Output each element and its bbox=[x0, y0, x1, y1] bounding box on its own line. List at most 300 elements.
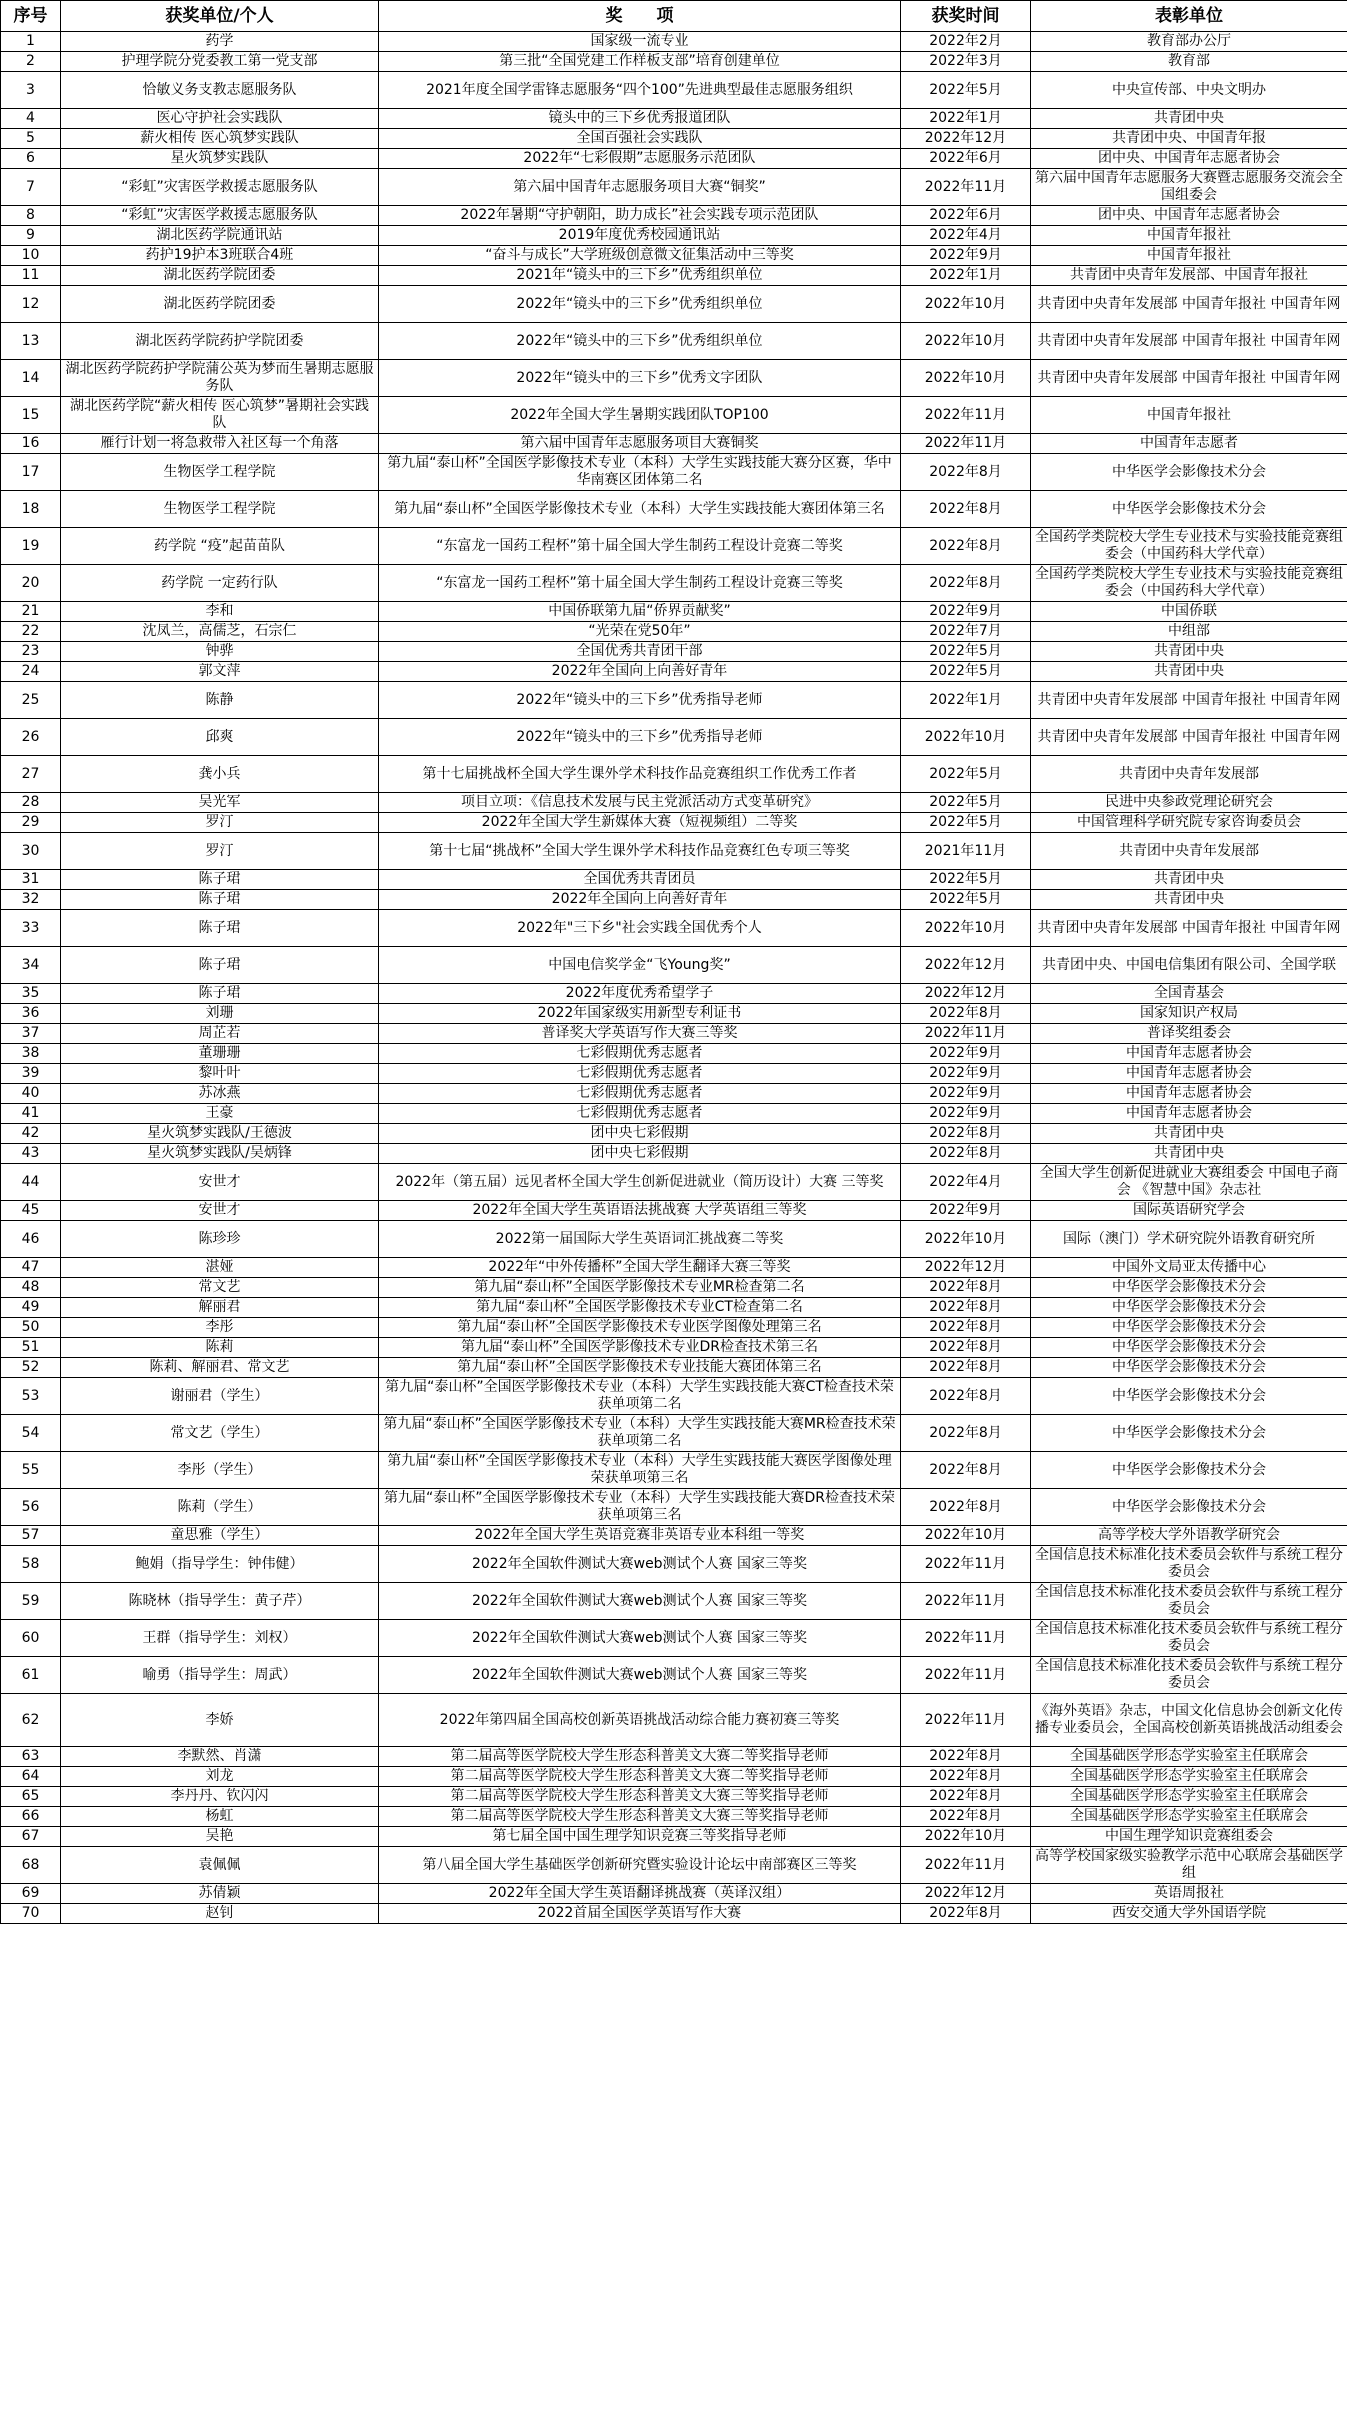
cell-winner: 湖北医药学院团委 bbox=[61, 266, 379, 286]
table-row bbox=[1, 109, 1347, 129]
cell-no: 17 bbox=[1, 454, 61, 491]
cell-winner: 王群（指导学生：刘权） bbox=[61, 1620, 379, 1657]
cell-winner: 湖北医药学院药护学院团委 bbox=[61, 323, 379, 360]
cell-org: 《海外英语》杂志，中国文化信息协会创新文化传播专业委员会，全国高校创新英语挑战活动组委会 bbox=[1031, 1694, 1347, 1747]
cell-time: 2022年11月 bbox=[901, 1847, 1031, 1884]
cell-time: 2022年5月 bbox=[901, 72, 1031, 109]
cell-winner: 陈子珺 bbox=[61, 910, 379, 947]
table-row bbox=[1, 1378, 1347, 1415]
cell-org: 共青团中央 bbox=[1031, 642, 1347, 662]
cell-org: 共青团中央、中国电信集团有限公司、全国学联 bbox=[1031, 947, 1347, 984]
cell-award: 团中央七彩假期 bbox=[379, 1144, 901, 1164]
table-row bbox=[1, 1318, 1347, 1338]
cell-time: 2022年8月 bbox=[901, 491, 1031, 528]
cell-time: 2022年11月 bbox=[901, 397, 1031, 434]
cell-award: 团中央七彩假期 bbox=[379, 1124, 901, 1144]
cell-award: 2022年度优秀希望学子 bbox=[379, 984, 901, 1004]
cell-winner: 袁佩佩 bbox=[61, 1847, 379, 1884]
cell-winner: 星火筑梦实践队/王德波 bbox=[61, 1124, 379, 1144]
cell-no: 49 bbox=[1, 1298, 61, 1318]
cell-winner: 解丽君 bbox=[61, 1298, 379, 1318]
table-row bbox=[1, 1807, 1347, 1827]
cell-time: 2022年8月 bbox=[901, 1298, 1031, 1318]
cell-no: 30 bbox=[1, 833, 61, 870]
cell-org: 中国青年报社 bbox=[1031, 397, 1347, 434]
cell-no: 67 bbox=[1, 1827, 61, 1847]
cell-time: 2022年3月 bbox=[901, 52, 1031, 72]
cell-time: 2022年9月 bbox=[901, 1104, 1031, 1124]
cell-time: 2022年10月 bbox=[901, 323, 1031, 360]
cell-org: 全国青基会 bbox=[1031, 984, 1347, 1004]
cell-winner: 钟骅 bbox=[61, 642, 379, 662]
cell-winner: 刘珊 bbox=[61, 1004, 379, 1024]
cell-winner: 湖北医药学院“薪火相传 医心筑梦”暑期社会实践队 bbox=[61, 397, 379, 434]
cell-award: 第二届高等医学院校大学生形态科普美文大赛三等奖指导老师 bbox=[379, 1807, 901, 1827]
cell-winner: 安世才 bbox=[61, 1164, 379, 1201]
cell-org: 共青团中央青年发展部 中国青年报社 中国青年网 bbox=[1031, 719, 1347, 756]
table-row bbox=[1, 206, 1347, 226]
cell-org: 全国药学类院校大学生专业技术与实验技能竞赛组委会（中国药科大学代章） bbox=[1031, 565, 1347, 602]
cell-org: 共青团中央 bbox=[1031, 109, 1347, 129]
table-row bbox=[1, 910, 1347, 947]
table-row bbox=[1, 1258, 1347, 1278]
cell-org: 全国基础医学形态学实验室主任联席会 bbox=[1031, 1807, 1347, 1827]
cell-time: 2022年9月 bbox=[901, 1064, 1031, 1084]
cell-winner: 陈晓林（指导学生：黄子芹） bbox=[61, 1583, 379, 1620]
cell-time: 2022年10月 bbox=[901, 286, 1031, 323]
cell-award: 2022年全国软件测试大赛web测试个人赛 国家三等奖 bbox=[379, 1546, 901, 1583]
cell-org: 共青团中央青年发展部 中国青年报社 中国青年网 bbox=[1031, 323, 1347, 360]
cell-no: 34 bbox=[1, 947, 61, 984]
cell-no: 20 bbox=[1, 565, 61, 602]
cell-org: 英语周报社 bbox=[1031, 1884, 1347, 1904]
table-row bbox=[1, 1489, 1347, 1526]
cell-no: 1 bbox=[1, 32, 61, 52]
cell-winner: 陈莉 bbox=[61, 1338, 379, 1358]
cell-award: “光荣在党50年” bbox=[379, 622, 901, 642]
cell-org: 共青团中央 bbox=[1031, 870, 1347, 890]
cell-time: 2022年8月 bbox=[901, 528, 1031, 565]
cell-award: 2022年全国向上向善好青年 bbox=[379, 662, 901, 682]
table-row bbox=[1, 1338, 1347, 1358]
cell-no: 45 bbox=[1, 1201, 61, 1221]
cell-winner: 杨虹 bbox=[61, 1807, 379, 1827]
cell-winner: 鲍娟（指导学生：钟伟健） bbox=[61, 1546, 379, 1583]
cell-org: 第六届中国青年志愿服务大赛暨志愿服务交流会全国组委会 bbox=[1031, 169, 1347, 206]
table-row bbox=[1, 984, 1347, 1004]
cell-winner: 喻勇（指导学生：周武） bbox=[61, 1657, 379, 1694]
cell-winner: 陈子珺 bbox=[61, 870, 379, 890]
cell-org: 共青团中央青年发展部 中国青年报社 中国青年网 bbox=[1031, 360, 1347, 397]
cell-award: 第九届“泰山杯”全国医学影像技术专业（本科）大学生实践技能大赛CT检查技术荣获单项第二名 bbox=[379, 1378, 901, 1415]
cell-no: 2 bbox=[1, 52, 61, 72]
cell-no: 59 bbox=[1, 1583, 61, 1620]
table-row bbox=[1, 793, 1347, 813]
table-row bbox=[1, 1694, 1347, 1747]
cell-winner: 陈子珺 bbox=[61, 984, 379, 1004]
cell-time: 2022年8月 bbox=[901, 1358, 1031, 1378]
cell-award: 第七届全国中国生理学知识竞赛三等奖指导老师 bbox=[379, 1827, 901, 1847]
cell-no: 27 bbox=[1, 756, 61, 793]
cell-winner: 罗汀 bbox=[61, 833, 379, 870]
cell-no: 56 bbox=[1, 1489, 61, 1526]
table-row bbox=[1, 1124, 1347, 1144]
cell-no: 50 bbox=[1, 1318, 61, 1338]
cell-org: 共青团中央青年发展部 中国青年报社 中国青年网 bbox=[1031, 682, 1347, 719]
cell-org: 中华医学会影像技术分会 bbox=[1031, 1318, 1347, 1338]
cell-winner: 湛娅 bbox=[61, 1258, 379, 1278]
cell-time: 2022年12月 bbox=[901, 947, 1031, 984]
cell-time: 2022年12月 bbox=[901, 1258, 1031, 1278]
cell-award: 2022年全国大学生新媒体大赛（短视频组）二等奖 bbox=[379, 813, 901, 833]
table-row bbox=[1, 1452, 1347, 1489]
cell-award: 第九届“泰山杯”全国医学影像技术专业（本科）大学生实践技能大赛分区赛，华中华南赛区团体第二名 bbox=[379, 454, 901, 491]
cell-award: 全国优秀共青团干部 bbox=[379, 642, 901, 662]
cell-org: 中华医学会影像技术分会 bbox=[1031, 1415, 1347, 1452]
cell-time: 2022年11月 bbox=[901, 1657, 1031, 1694]
cell-award: 第十七届挑战杯全国大学生课外学术科技作品竞赛组织工作优秀工作者 bbox=[379, 756, 901, 793]
cell-time: 2022年8月 bbox=[901, 1278, 1031, 1298]
cell-org: 中华医学会影像技术分会 bbox=[1031, 1278, 1347, 1298]
cell-winner: 陈静 bbox=[61, 682, 379, 719]
table-row bbox=[1, 169, 1347, 206]
cell-time: 2022年8月 bbox=[901, 1378, 1031, 1415]
cell-no: 60 bbox=[1, 1620, 61, 1657]
table-row bbox=[1, 565, 1347, 602]
cell-org: 共青团中央青年发展部 bbox=[1031, 833, 1347, 870]
cell-award: 2022年“镜头中的三下乡”优秀组织单位 bbox=[379, 286, 901, 323]
cell-no: 43 bbox=[1, 1144, 61, 1164]
cell-org: 中国青年志愿者 bbox=[1031, 434, 1347, 454]
cell-time: 2022年5月 bbox=[901, 890, 1031, 910]
cell-award: 第九届“泰山杯”全国医学影像技术专业技能大赛团体第三名 bbox=[379, 1358, 901, 1378]
table-row bbox=[1, 1201, 1347, 1221]
cell-org: 中华医学会影像技术分会 bbox=[1031, 1489, 1347, 1526]
cell-no: 29 bbox=[1, 813, 61, 833]
cell-winner: 李娇 bbox=[61, 1694, 379, 1747]
cell-award: 第九届“泰山杯”全国医学影像技术专业（本科）大学生实践技能大赛团体第三名 bbox=[379, 491, 901, 528]
cell-winner: 周芷若 bbox=[61, 1024, 379, 1044]
table-row bbox=[1, 1657, 1347, 1694]
cell-time: 2022年5月 bbox=[901, 813, 1031, 833]
cell-time: 2022年8月 bbox=[901, 1338, 1031, 1358]
table-row bbox=[1, 52, 1347, 72]
cell-org: 高等学校国家级实验教学示范中心联席会基础医学组 bbox=[1031, 1847, 1347, 1884]
cell-winner: 陈子珺 bbox=[61, 890, 379, 910]
cell-org: 国际（澳门）学术研究院外语教育研究所 bbox=[1031, 1221, 1347, 1258]
cell-no: 54 bbox=[1, 1415, 61, 1452]
table-row bbox=[1, 1024, 1347, 1044]
cell-award: 2022年“镜头中的三下乡”优秀组织单位 bbox=[379, 323, 901, 360]
cell-time: 2022年11月 bbox=[901, 434, 1031, 454]
cell-org: 全国信息技术标准化技术委员会软件与系统工程分委员会 bbox=[1031, 1583, 1347, 1620]
table-row bbox=[1, 72, 1347, 109]
cell-award: 2022年全国大学生英语翻译挑战赛（英译汉组） bbox=[379, 1884, 901, 1904]
table-row bbox=[1, 454, 1347, 491]
table-row bbox=[1, 833, 1347, 870]
cell-org: 中国青年报社 bbox=[1031, 226, 1347, 246]
cell-no: 35 bbox=[1, 984, 61, 1004]
cell-org: 共青团中央 bbox=[1031, 662, 1347, 682]
cell-org: 中国管理科学研究院专家咨询委员会 bbox=[1031, 813, 1347, 833]
cell-award: 2022第一届国际大学生英语词汇挑战赛二等奖 bbox=[379, 1221, 901, 1258]
cell-award: 2022年全国向上向善好青年 bbox=[379, 890, 901, 910]
table-row bbox=[1, 129, 1347, 149]
cell-no: 8 bbox=[1, 206, 61, 226]
cell-no: 5 bbox=[1, 129, 61, 149]
cell-time: 2022年6月 bbox=[901, 206, 1031, 226]
cell-award: 2022年全国软件测试大赛web测试个人赛 国家三等奖 bbox=[379, 1657, 901, 1694]
table-row bbox=[1, 491, 1347, 528]
cell-org: 共青团中央、中国青年报 bbox=[1031, 129, 1347, 149]
cell-no: 41 bbox=[1, 1104, 61, 1124]
cell-time: 2022年11月 bbox=[901, 1694, 1031, 1747]
table-row bbox=[1, 1084, 1347, 1104]
cell-award: 2022年"三下乡"社会实践全国优秀个人 bbox=[379, 910, 901, 947]
cell-winner: 董珊珊 bbox=[61, 1044, 379, 1064]
cell-time: 2022年9月 bbox=[901, 1201, 1031, 1221]
cell-time: 2022年8月 bbox=[901, 1318, 1031, 1338]
cell-award: 七彩假期优秀志愿者 bbox=[379, 1104, 901, 1124]
table-row bbox=[1, 1415, 1347, 1452]
cell-no: 23 bbox=[1, 642, 61, 662]
cell-time: 2022年11月 bbox=[901, 1546, 1031, 1583]
cell-time: 2022年8月 bbox=[901, 1807, 1031, 1827]
cell-winner: 吴光军 bbox=[61, 793, 379, 813]
cell-award: 2022年“中外传播杯”全国大学生翻译大赛三等奖 bbox=[379, 1258, 901, 1278]
cell-award: 第九届“泰山杯”全国医学影像技术专业CT检查第二名 bbox=[379, 1298, 901, 1318]
cell-award: 七彩假期优秀志愿者 bbox=[379, 1064, 901, 1084]
cell-no: 7 bbox=[1, 169, 61, 206]
cell-award: 2022首届全国医学英语写作大赛 bbox=[379, 1904, 901, 1924]
table-row bbox=[1, 947, 1347, 984]
table-row bbox=[1, 1526, 1347, 1546]
cell-no: 68 bbox=[1, 1847, 61, 1884]
cell-award: 项目立项：《信息技术发展与民主党派活动方式变革研究》 bbox=[379, 793, 901, 813]
cell-org: 全国信息技术标准化技术委员会软件与系统工程分委员会 bbox=[1031, 1546, 1347, 1583]
cell-winner: 谢丽君（学生） bbox=[61, 1378, 379, 1415]
cell-time: 2022年4月 bbox=[901, 1164, 1031, 1201]
cell-award: 第二届高等医学院校大学生形态科普美文大赛三等奖指导老师 bbox=[379, 1787, 901, 1807]
cell-no: 14 bbox=[1, 360, 61, 397]
cell-award: 第八届全国大学生基础医学创新研究暨实验设计论坛中南部赛区三等奖 bbox=[379, 1847, 901, 1884]
cell-no: 31 bbox=[1, 870, 61, 890]
table-row bbox=[1, 813, 1347, 833]
cell-award: 第六届中国青年志愿服务项目大赛“铜奖” bbox=[379, 169, 901, 206]
cell-time: 2022年1月 bbox=[901, 109, 1031, 129]
cell-time: 2022年8月 bbox=[901, 454, 1031, 491]
table-row bbox=[1, 1298, 1347, 1318]
cell-winner: 陈莉、解丽君、常文艺 bbox=[61, 1358, 379, 1378]
table-row bbox=[1, 756, 1347, 793]
cell-time: 2022年6月 bbox=[901, 149, 1031, 169]
cell-winner: 赵钊 bbox=[61, 1904, 379, 1924]
table-row bbox=[1, 1767, 1347, 1787]
table-row bbox=[1, 1827, 1347, 1847]
cell-no: 62 bbox=[1, 1694, 61, 1747]
cell-time: 2022年11月 bbox=[901, 169, 1031, 206]
cell-no: 66 bbox=[1, 1807, 61, 1827]
table-row bbox=[1, 434, 1347, 454]
cell-no: 48 bbox=[1, 1278, 61, 1298]
cell-time: 2022年8月 bbox=[901, 1767, 1031, 1787]
cell-org: 全国大学生创新促进就业大赛组委会 中国电子商会 《智慧中国》杂志社 bbox=[1031, 1164, 1347, 1201]
cell-no: 24 bbox=[1, 662, 61, 682]
table-row bbox=[1, 32, 1347, 52]
cell-time: 2022年8月 bbox=[901, 1787, 1031, 1807]
cell-winner: 湖北医药学院药护学院蒲公英为梦而生暑期志愿服务队 bbox=[61, 360, 379, 397]
cell-time: 2022年8月 bbox=[901, 1489, 1031, 1526]
cell-winner: 苏倩颖 bbox=[61, 1884, 379, 1904]
cell-time: 2022年11月 bbox=[901, 1583, 1031, 1620]
cell-no: 36 bbox=[1, 1004, 61, 1024]
cell-org: 中华医学会影像技术分会 bbox=[1031, 491, 1347, 528]
cell-no: 11 bbox=[1, 266, 61, 286]
cell-award: “奋斗与成长”大学班级创意微文征集活动中三等奖 bbox=[379, 246, 901, 266]
cell-award: “东富龙一国药工程杯”第十届全国大学生制药工程设计竞赛二等奖 bbox=[379, 528, 901, 565]
cell-award: 普译奖大学英语写作大赛三等奖 bbox=[379, 1024, 901, 1044]
cell-org: 中国外文局亚太传播中心 bbox=[1031, 1258, 1347, 1278]
cell-no: 38 bbox=[1, 1044, 61, 1064]
cell-time: 2022年5月 bbox=[901, 870, 1031, 890]
cell-award: 2022年“镜头中的三下乡”优秀指导老师 bbox=[379, 719, 901, 756]
cell-no: 6 bbox=[1, 149, 61, 169]
cell-award: 第九届“泰山杯”全国医学影像技术专业医学图像处理第三名 bbox=[379, 1318, 901, 1338]
cell-winner: 陈子珺 bbox=[61, 947, 379, 984]
header-award: 奖 项 bbox=[379, 1, 901, 32]
cell-no: 55 bbox=[1, 1452, 61, 1489]
table-row bbox=[1, 1278, 1347, 1298]
table-row bbox=[1, 1583, 1347, 1620]
cell-winner: 邱爽 bbox=[61, 719, 379, 756]
table-row bbox=[1, 360, 1347, 397]
cell-org: 中国生理学知识竞赛组委会 bbox=[1031, 1827, 1347, 1847]
cell-org: 中国侨联 bbox=[1031, 602, 1347, 622]
cell-winner: 李彤 bbox=[61, 1318, 379, 1338]
cell-winner: 护理学院分党委教工第一党支部 bbox=[61, 52, 379, 72]
table-row bbox=[1, 1747, 1347, 1767]
table-row bbox=[1, 1787, 1347, 1807]
cell-no: 18 bbox=[1, 491, 61, 528]
cell-no: 39 bbox=[1, 1064, 61, 1084]
cell-winner: 常文艺（学生） bbox=[61, 1415, 379, 1452]
cell-award: 2022年暑期“守护朝阳，助力成长”社会实践专项示范团队 bbox=[379, 206, 901, 226]
cell-time: 2022年9月 bbox=[901, 602, 1031, 622]
table-row bbox=[1, 1044, 1347, 1064]
cell-org: 教育部办公厅 bbox=[1031, 32, 1347, 52]
cell-time: 2022年10月 bbox=[901, 1221, 1031, 1258]
cell-no: 37 bbox=[1, 1024, 61, 1044]
cell-winner: 生物医学工程学院 bbox=[61, 491, 379, 528]
table-row bbox=[1, 1620, 1347, 1657]
cell-time: 2022年5月 bbox=[901, 793, 1031, 813]
cell-winner: 生物医学工程学院 bbox=[61, 454, 379, 491]
cell-org: 全国基础医学形态学实验室主任联席会 bbox=[1031, 1747, 1347, 1767]
cell-award: 2022年全国大学生暑期实践团队TOP100 bbox=[379, 397, 901, 434]
cell-no: 42 bbox=[1, 1124, 61, 1144]
cell-time: 2022年9月 bbox=[901, 1044, 1031, 1064]
cell-award: 第三批“全国党建工作样板支部”培育创建单位 bbox=[379, 52, 901, 72]
table-row bbox=[1, 1221, 1347, 1258]
header-row bbox=[1, 1, 1347, 32]
cell-org: 高等学校大学外语教学研究会 bbox=[1031, 1526, 1347, 1546]
cell-award: 2022年全国软件测试大赛web测试个人赛 国家三等奖 bbox=[379, 1620, 901, 1657]
cell-winner: 陈珍珍 bbox=[61, 1221, 379, 1258]
cell-org: 团中央、中国青年志愿者协会 bbox=[1031, 206, 1347, 226]
cell-time: 2022年8月 bbox=[901, 1904, 1031, 1924]
cell-no: 9 bbox=[1, 226, 61, 246]
cell-winner: 沈凤兰，高儒芝，石宗仁 bbox=[61, 622, 379, 642]
cell-no: 12 bbox=[1, 286, 61, 323]
cell-award: 第九届“泰山杯”全国医学影像技术专业（本科）大学生实践技能大赛医学图像处理荣获单项第三名 bbox=[379, 1452, 901, 1489]
cell-org: 教育部 bbox=[1031, 52, 1347, 72]
cell-winner: 陈莉（学生） bbox=[61, 1489, 379, 1526]
table-row bbox=[1, 246, 1347, 266]
cell-org: 中国青年志愿者协会 bbox=[1031, 1044, 1347, 1064]
cell-winner: “彩虹”灾害医学救援志愿服务队 bbox=[61, 169, 379, 206]
cell-award: 第九届“泰山杯”全国医学影像技术专业（本科）大学生实践技能大赛DR检查技术荣获单项第三名 bbox=[379, 1489, 901, 1526]
cell-winner: 刘龙 bbox=[61, 1767, 379, 1787]
cell-award: 第二届高等医学院校大学生形态科普美文大赛二等奖指导老师 bbox=[379, 1747, 901, 1767]
cell-org: 中国青年志愿者协会 bbox=[1031, 1064, 1347, 1084]
cell-no: 10 bbox=[1, 246, 61, 266]
cell-award: 全国优秀共青团员 bbox=[379, 870, 901, 890]
cell-winner: 雁行计划一将急救带入社区每一个角落 bbox=[61, 434, 379, 454]
header-time: 获奖时间 bbox=[901, 1, 1031, 32]
cell-award: 全国百强社会实践队 bbox=[379, 129, 901, 149]
cell-no: 69 bbox=[1, 1884, 61, 1904]
table-row bbox=[1, 1064, 1347, 1084]
cell-winner: 药护19护本3班联合4班 bbox=[61, 246, 379, 266]
cell-no: 3 bbox=[1, 72, 61, 109]
cell-winner: 罗汀 bbox=[61, 813, 379, 833]
cell-award: 2022年“镜头中的三下乡”优秀文字团队 bbox=[379, 360, 901, 397]
cell-no: 32 bbox=[1, 890, 61, 910]
cell-org: 中华医学会影像技术分会 bbox=[1031, 1338, 1347, 1358]
cell-time: 2022年10月 bbox=[901, 910, 1031, 947]
cell-no: 4 bbox=[1, 109, 61, 129]
cell-award: 第九届“泰山杯”全国医学影像技术专业MR检查第二名 bbox=[379, 1278, 901, 1298]
cell-winner: “彩虹”灾害医学救援志愿服务队 bbox=[61, 206, 379, 226]
cell-time: 2022年12月 bbox=[901, 984, 1031, 1004]
cell-award: 2022年全国大学生英语语法挑战赛 大学英语组三等奖 bbox=[379, 1201, 901, 1221]
cell-award: 2019年度优秀校园通讯站 bbox=[379, 226, 901, 246]
cell-org: 团中央、中国青年志愿者协会 bbox=[1031, 149, 1347, 169]
cell-no: 21 bbox=[1, 602, 61, 622]
table-row bbox=[1, 1847, 1347, 1884]
cell-time: 2022年10月 bbox=[901, 719, 1031, 756]
cell-org: 国际英语研究学会 bbox=[1031, 1201, 1347, 1221]
table-row bbox=[1, 642, 1347, 662]
cell-org: 中华医学会影像技术分会 bbox=[1031, 1358, 1347, 1378]
cell-winner: 星火筑梦实践队/吴炳锋 bbox=[61, 1144, 379, 1164]
cell-award: 镜头中的三下乡优秀报道团队 bbox=[379, 109, 901, 129]
cell-no: 28 bbox=[1, 793, 61, 813]
cell-winner: 郭文萍 bbox=[61, 662, 379, 682]
table-row bbox=[1, 1144, 1347, 1164]
cell-time: 2022年8月 bbox=[901, 1144, 1031, 1164]
cell-org: 全国药学类院校大学生专业技术与实验技能竞赛组委会（中国药科大学代章） bbox=[1031, 528, 1347, 565]
table-row bbox=[1, 870, 1347, 890]
cell-org: 共青团中央青年发展部、中国青年报社 bbox=[1031, 266, 1347, 286]
cell-award: 七彩假期优秀志愿者 bbox=[379, 1044, 901, 1064]
cell-award: 第十七届“挑战杯”全国大学生课外学术科技作品竞赛红色专项三等奖 bbox=[379, 833, 901, 870]
cell-no: 33 bbox=[1, 910, 61, 947]
cell-time: 2022年7月 bbox=[901, 622, 1031, 642]
table-row bbox=[1, 286, 1347, 323]
table-row bbox=[1, 1904, 1347, 1924]
table-row bbox=[1, 622, 1347, 642]
